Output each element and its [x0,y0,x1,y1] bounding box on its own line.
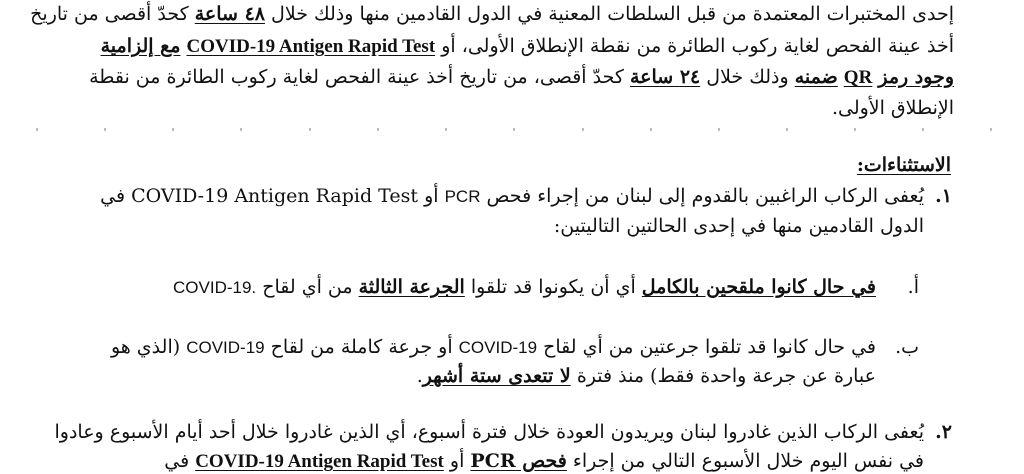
paragraph-line-2 [101,34,954,59]
covid-label: COVID-19 [458,338,538,357]
sub-b-marker: ب. [895,336,919,358]
antigen-test-name: COVID-19 Antigen Rapid Test [131,185,419,207]
antigen-test-name: COVID-19 Antigen Rapid Test [186,36,436,57]
emphasis-six-months: لا تتعدى ستة أشهر [422,365,571,387]
emphasis-24-hours: ٢٤ ساعة [629,66,701,88]
sub-a-line [173,275,876,300]
paragraph-line-1 [30,2,954,26]
item-2-number: ٢. [935,421,952,443]
sub-b-line-2 [417,364,876,388]
text-span: وذلك خلال [706,66,789,88]
text-span: (الذي هو [110,336,181,358]
item-1-line-1 [100,184,924,209]
emphasis-mandatory: مع إلزامية [100,35,181,57]
text-span: . [416,365,423,387]
text-span: من أي لقاح [262,276,353,298]
text-span: في [164,450,190,472]
emphasis-third-dose: الجرعة الثالثة [358,276,465,298]
paragraph-line-4 [832,96,954,120]
text-span: يُعفى الركاب الراغبين بالقدوم إلى لبنان من إجراء فحص [486,185,924,207]
text-span: كحدّ أقصى من تاريخ [30,3,189,25]
emphasis-qr: QR [843,67,873,88]
sub-b-line-1 [111,335,876,360]
text-span: الدول القادمين منها في إحدى الحالتين التاليتين: [553,215,924,237]
text-span: يُعفى الركاب الذين غادروا لبنان ويريدون العودة خلال فترة أسبوع، أي الذين غادروا خلال أحد أيام الأسبوع وعادوا [54,421,924,443]
item-2-line-1 [54,420,924,444]
text-span: أو [449,450,465,472]
emphasis-qr-code: وجود رمز [878,66,954,88]
text-span: إحدى المختبرات المعتمدة من قبل السلطات المعنية في الدول القادمين منها وذلك خلال [271,3,954,25]
text-span: في حال كانوا قد تلقوا جرعتين من أي لقاح [543,336,876,358]
text-span: كحدّ أقصى، من تاريخ أخذ عينة الفحص لغاية ركوب الطائرة من نقطة [89,66,624,88]
text-span: في نفس اليوم خلال الأسبوع التالي من إجراء [572,450,924,472]
item-1-line-2 [554,214,924,238]
item-2-line-2 [164,449,924,474]
text-span: أخذ عينة الفحص لغاية ركوب الطائرة من نقطة الإنطلاق الأولى، أو [441,35,954,57]
emphasis-fully-vaccinated: في حال كانوا ملقحين بالكامل [641,276,876,298]
text-span: أو [424,185,439,207]
text-span: الإنطلاق الأولى. [831,97,954,119]
text-span: أي أن يكونوا قد تلقوا [470,276,636,298]
text-span: أو جرعة كاملة من لقاح [270,336,453,358]
item-1-number: ١. [935,185,952,207]
pcr-label: PCR [444,187,481,206]
sub-a-marker: أ. [907,276,919,298]
exceptions-heading: الاستثناءات: [856,154,951,176]
text-span: عبارة عن جرعة واحدة فقط) منذ فترة [576,365,876,387]
paragraph-line-3 [89,65,954,90]
antigen-test-name: COVID-19 Antigen Rapid Test [195,451,444,472]
text-span: في [100,185,126,207]
covid-label: COVID-19 [186,338,265,357]
emphasis-pcr-test: فحص PCR [470,450,567,472]
covid-label: COVID-19. [173,278,257,297]
emphasis-within: ضمنه [794,66,838,88]
scan-artifact-dots [0,128,1024,132]
emphasis-48-hours: ٤٨ ساعة [194,3,265,25]
